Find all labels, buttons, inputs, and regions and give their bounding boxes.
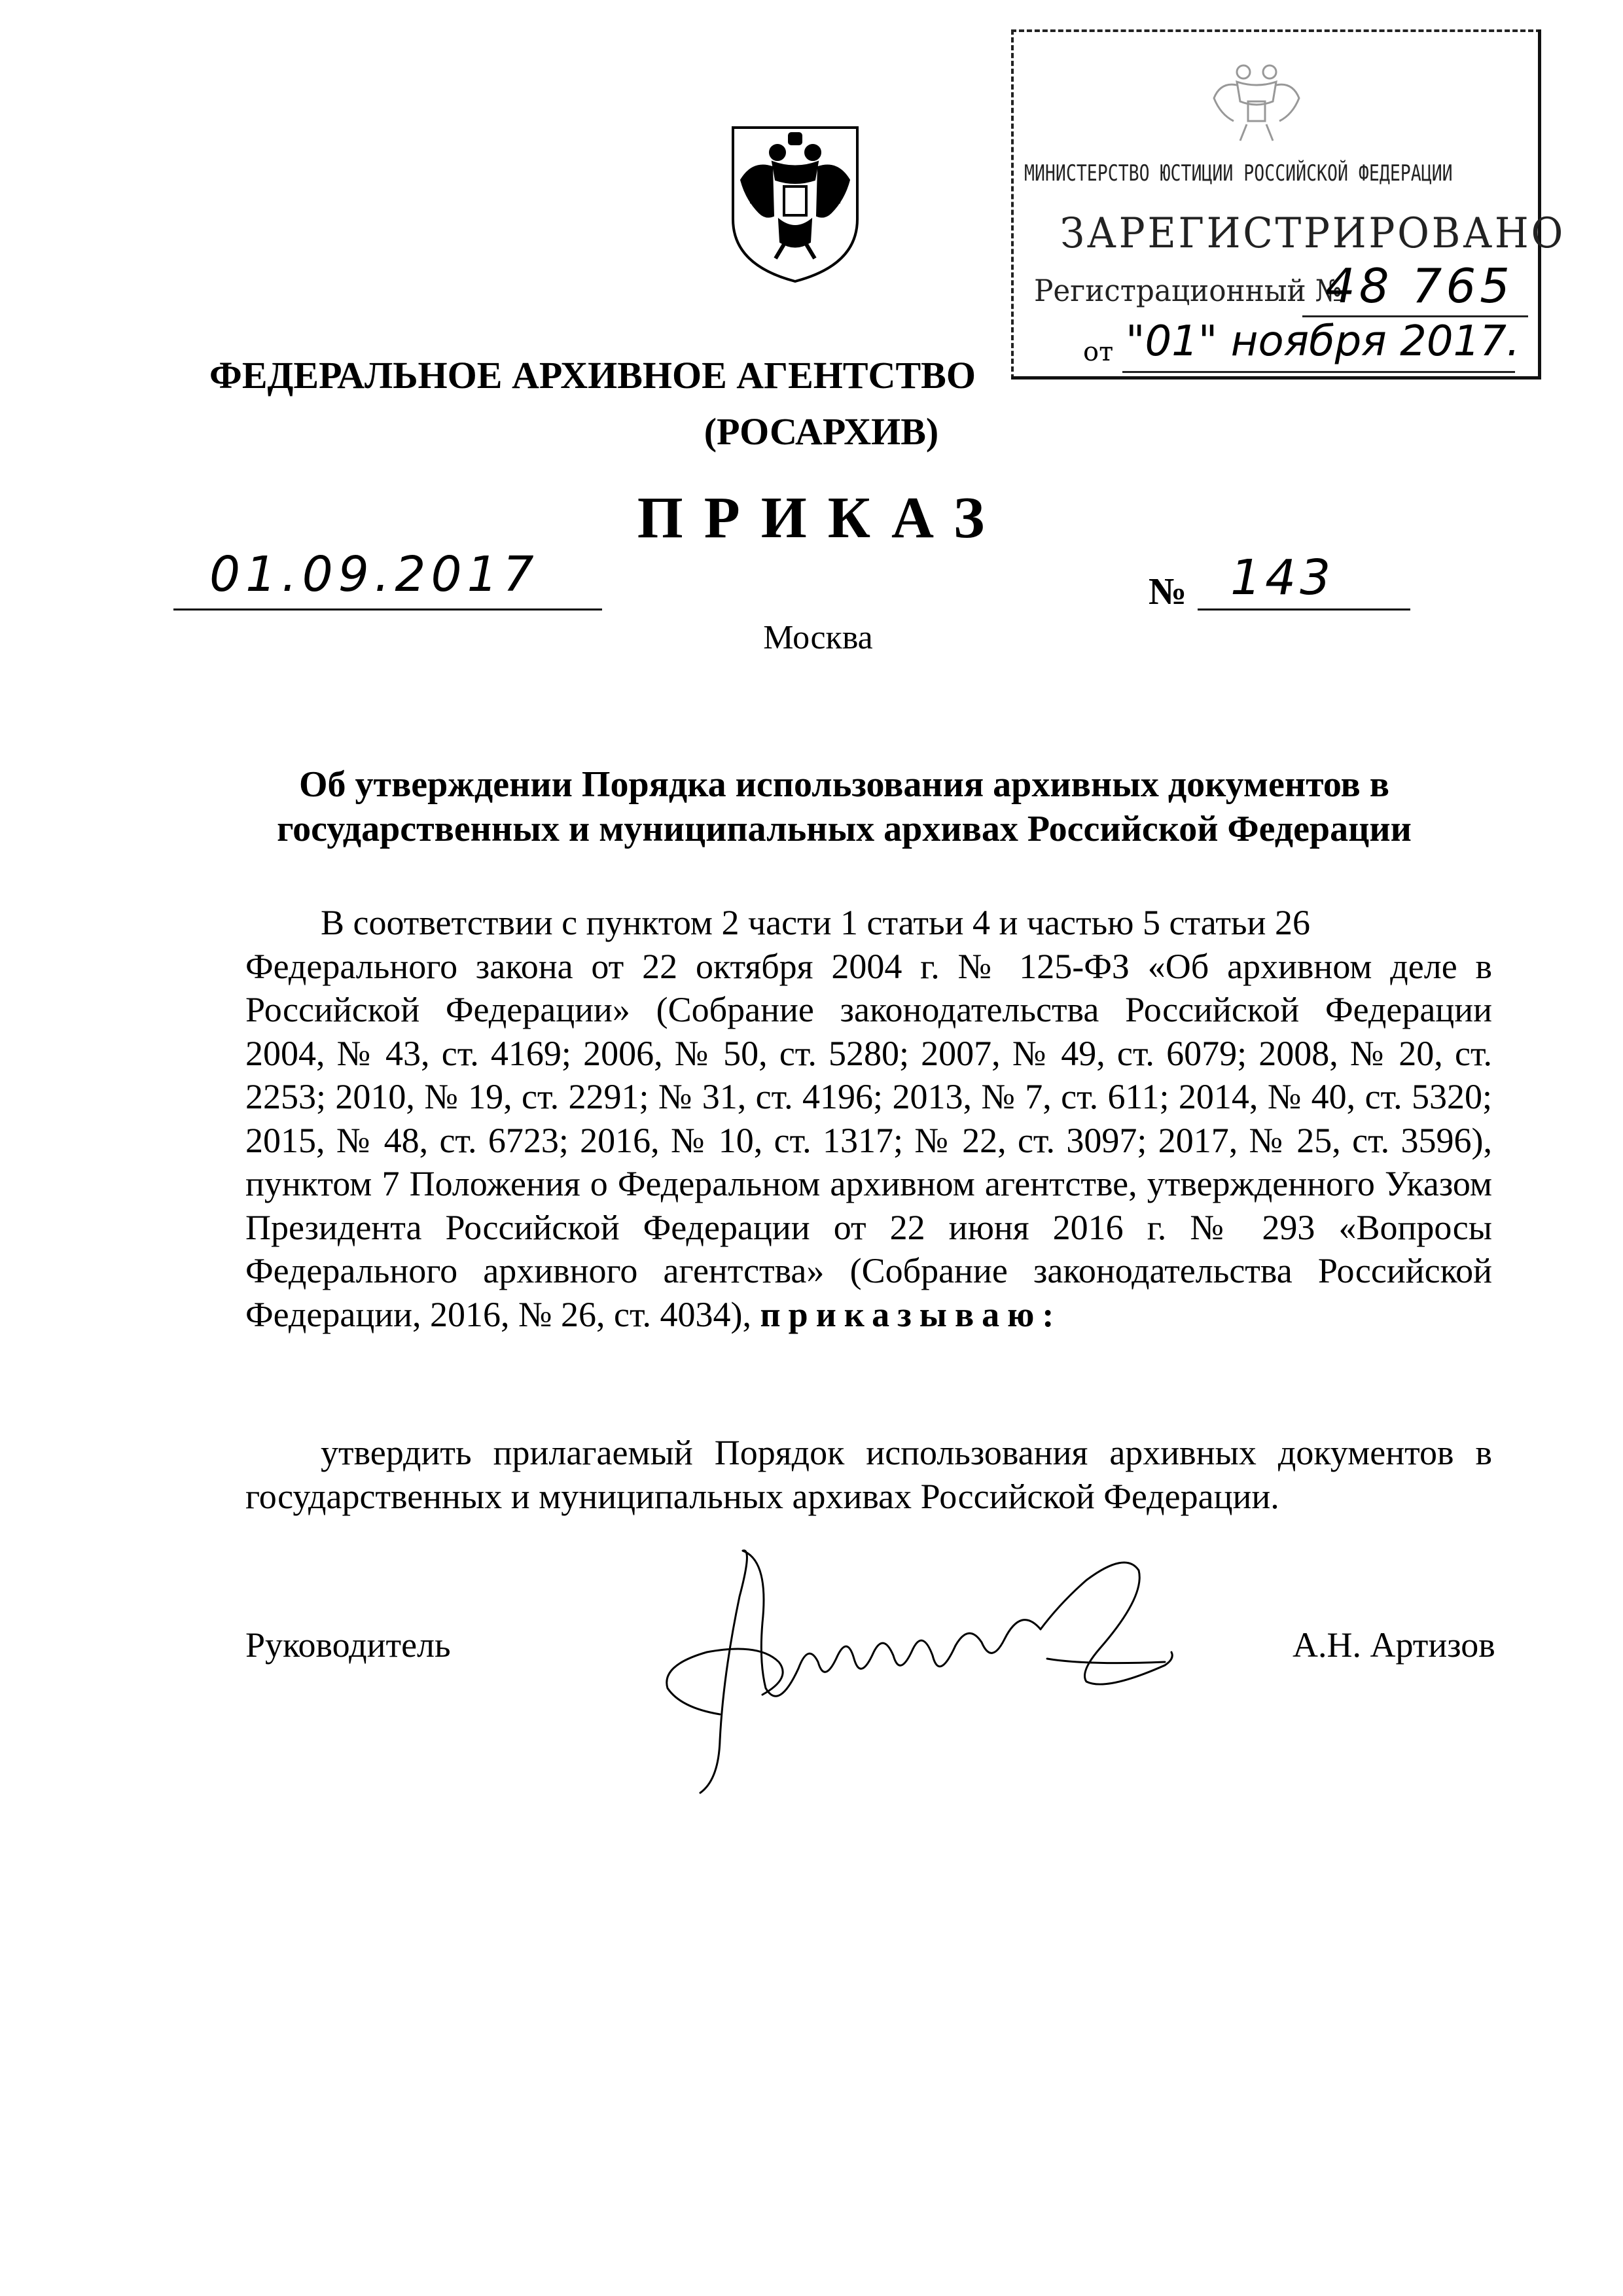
place-of-issue: Москва — [763, 619, 873, 656]
stamp-reg-label: Регистрационный № — [1034, 273, 1342, 308]
agency-name: ФЕДЕРАЛЬНОЕ АРХИВНОЕ АГЕНТСТВО — [209, 354, 976, 397]
stamp-ministry-text: МИНИСТЕРСТВО ЮСТИЦИИ РОССИЙСКОЙ ФЕДЕРАЦИИ — [1024, 160, 1453, 186]
order-word: приказываю: — [760, 1294, 1062, 1334]
stamp-status-text: ЗАРЕГИСТРИРОВАНО — [1060, 209, 1566, 258]
order-number: 143 — [1230, 550, 1335, 606]
document-type: ПРИКАЗ — [637, 486, 1006, 550]
stamp-eagle-icon — [1207, 49, 1306, 147]
order-date: 01.09.2017 — [209, 546, 539, 603]
stamp-reg-number: 48 765 — [1325, 258, 1514, 313]
signer-name: А.Н. Артизов — [1293, 1625, 1495, 1665]
signer-position: Руководитель — [245, 1625, 451, 1665]
agency-short-name: (РОСАРХИВ) — [704, 410, 939, 453]
document-title-line-2: государственных и муниципальных архивах Российской Федерации — [277, 809, 1412, 849]
handwritten-signature — [628, 1525, 1204, 1799]
document-title — [236, 762, 1453, 851]
document-title-line-1: Об утверждении Порядка использования архивных документов в — [299, 764, 1389, 805]
stamp-date-value: "01" ноября 2017. — [1126, 317, 1520, 366]
registration-stamp — [1011, 29, 1566, 380]
order-date-underline — [173, 609, 602, 610]
preamble-first-line: В соответствии с пунктом 2 части 1 статьи 4 и частью 5 статьи 26 — [321, 903, 1310, 942]
resolution-paragraph: утвердить прилагаемый Порядок использования архивных документов в государственных и муниципальных архивах Российской Федерации. — [245, 1433, 1492, 1516]
stamp-date-underline — [1122, 371, 1515, 373]
stamp-date-label: от — [1083, 337, 1114, 367]
preamble-text: Федерального закона от 22 октября 2004 г. № 125-ФЗ «Об архивном деле в Российской Федерации» (Собрание законодательства Российской Федерации 2004, № 43, ст. 4169; 2006, № 50, ст. 5280; 2007, № 49, ст. 6079; 2008, № 20, ст. 2253; 2010, № 19, ст. 2291; № 31, ст. 4196; 2013, № 7, ст. 611; 2014, № 40, ст. 5320; 2015, № 48, ст. 6723; 2016, № 10, ст. 1317; № 22, ст. 3097; 2017, № 25, ст. 3596), пунктом 7 Положения о Федеральном архивном агентстве, утвержденного Указом Президента Российской Федерации от 22 июня 2016 г. № 293 «Вопросы Федерального архивного агентства» (Собрание законодательства Российской Федерации, 2016, № 26, ст. 4034), — [245, 946, 1492, 1334]
order-number-underline — [1198, 609, 1410, 610]
coat-of-arms-icon — [726, 121, 864, 285]
preamble-paragraph — [245, 901, 1492, 1336]
order-number-label: № — [1149, 570, 1187, 612]
